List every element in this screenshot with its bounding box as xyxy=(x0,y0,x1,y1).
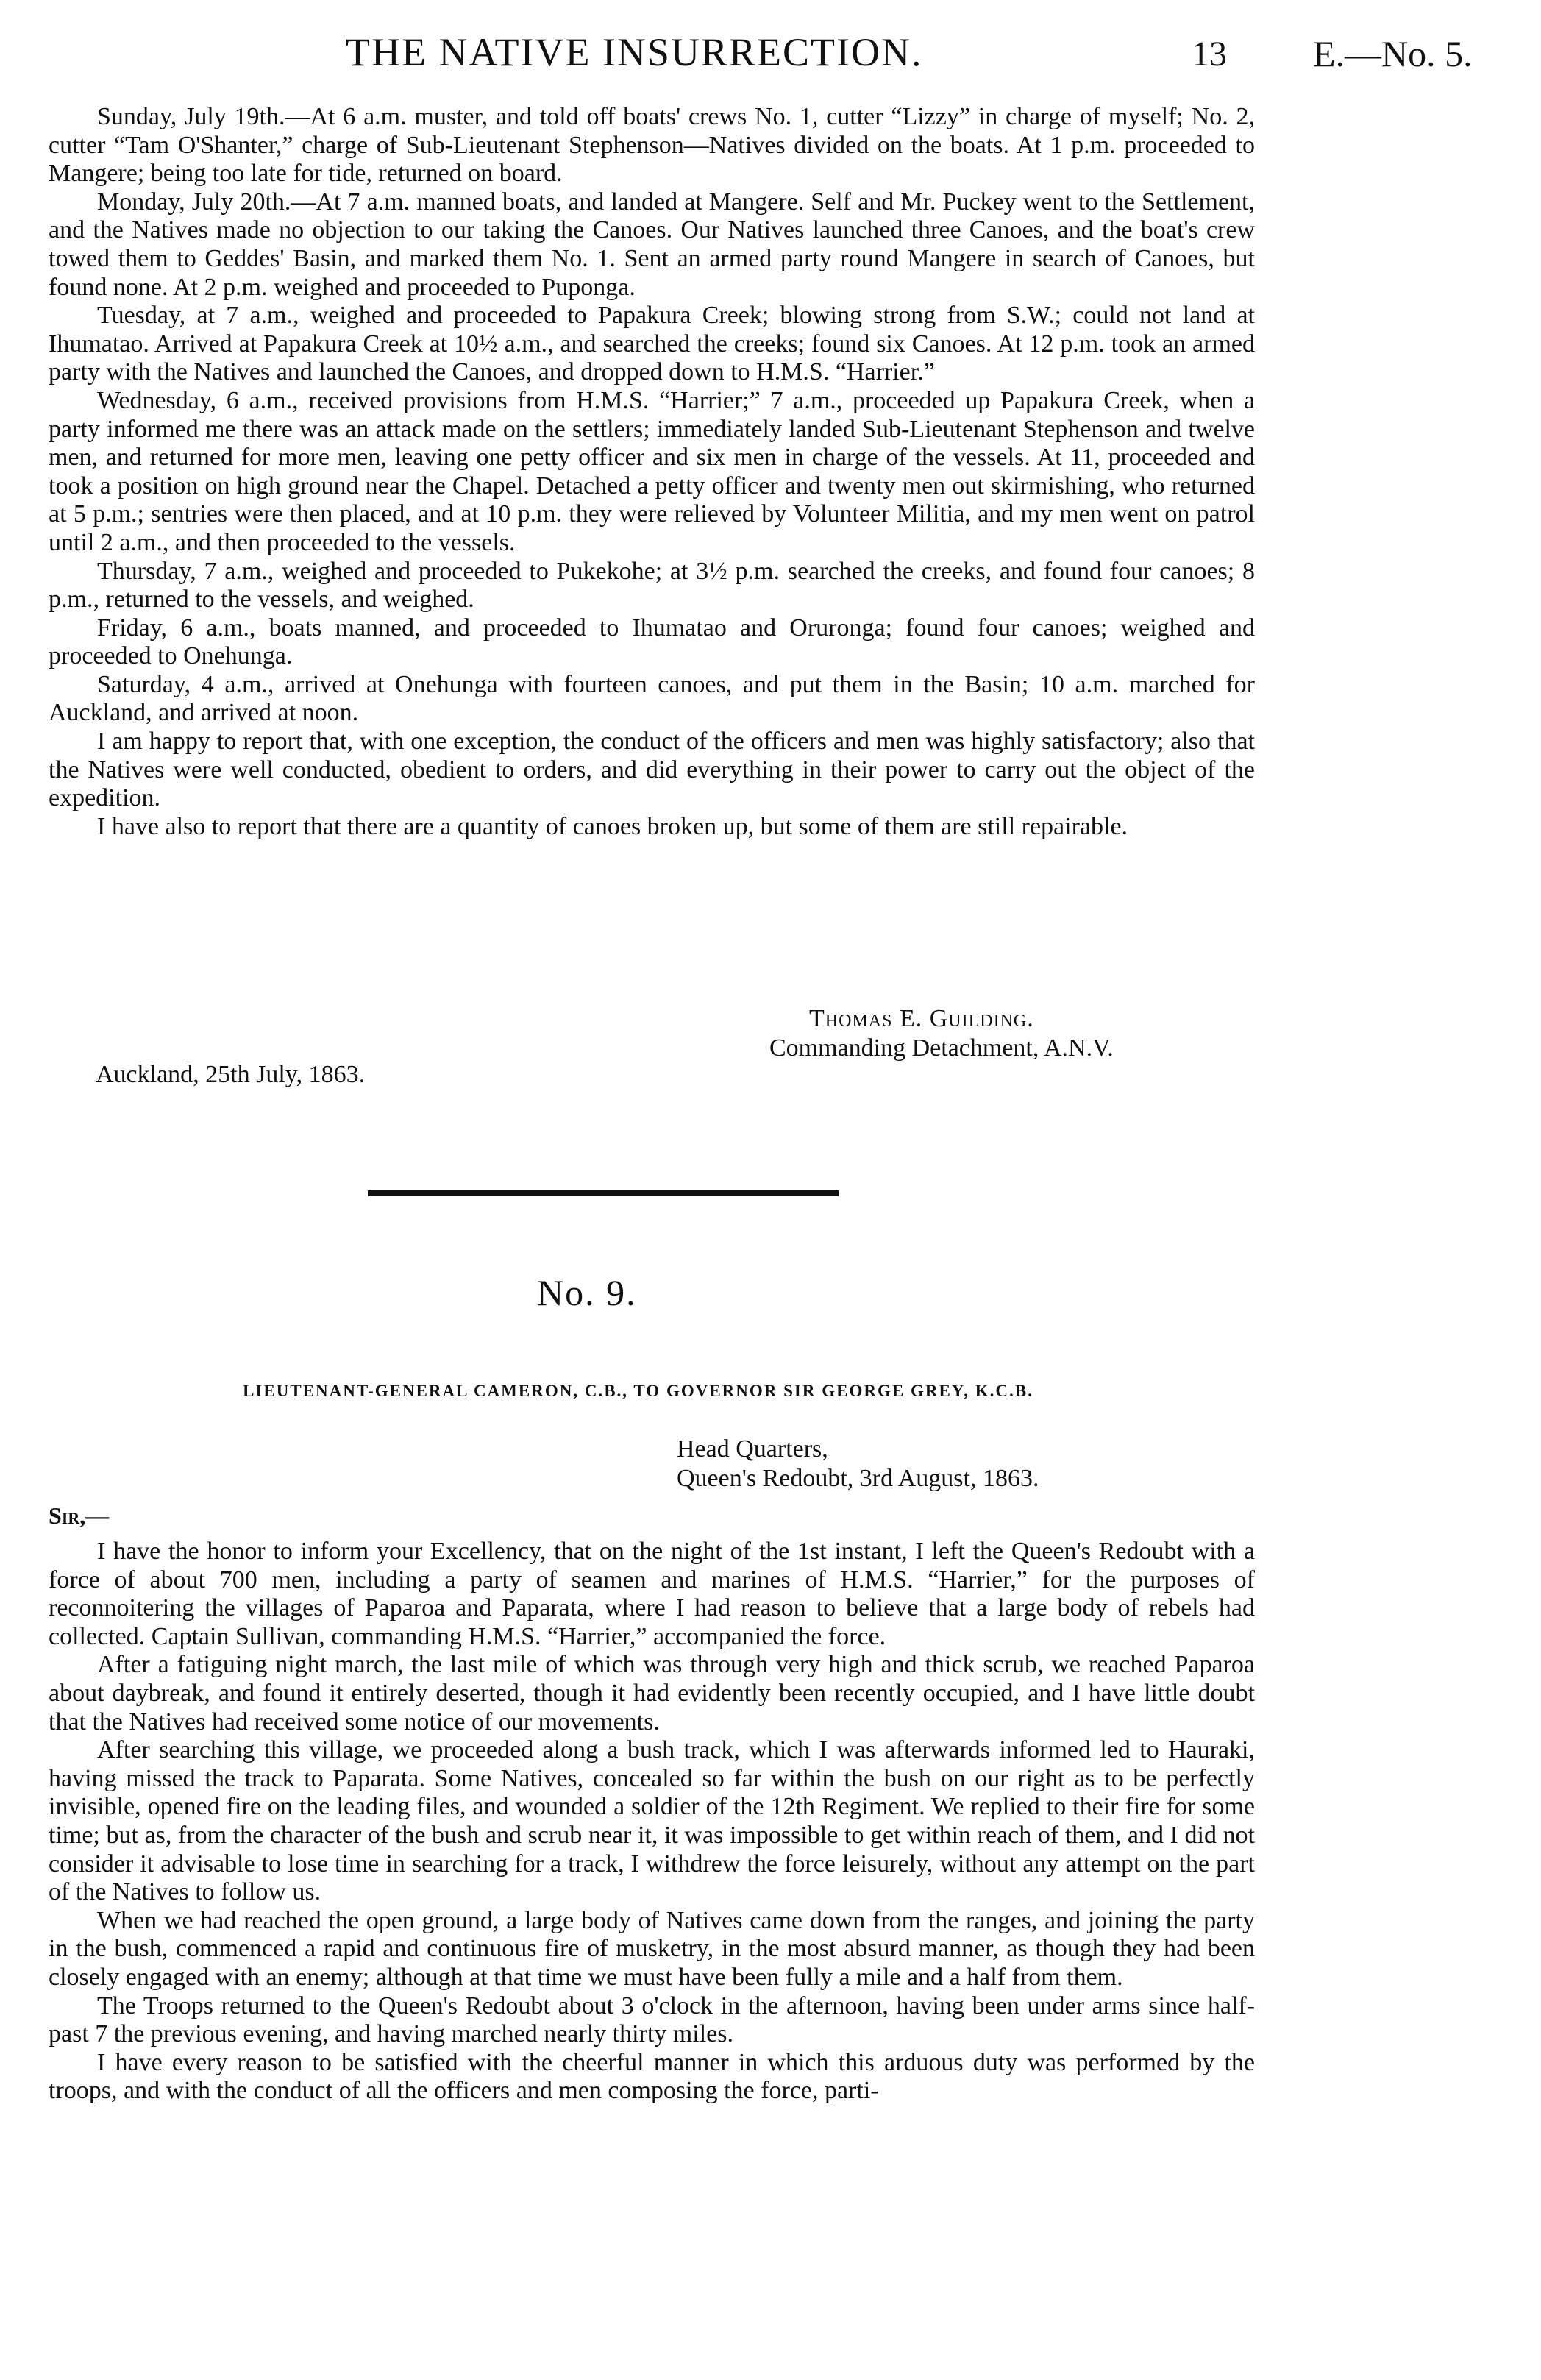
letter-paragraph: When we had reached the open ground, a large body of Natives came down from the ranges, and joining the party in the bush, commenced a rapid and continuous fire of musketry, in the most absurd manner, as though they had been closely engaged with an enemy; although at that time we must have been fully a mile and a half from them. xyxy=(49,1906,1255,1991)
signature-title: Commanding Detachment, A.N.V. xyxy=(769,1034,1114,1062)
letter-heading xyxy=(0,1382,1541,1401)
signature-name: Thomas E. Guilding. xyxy=(809,1005,1034,1032)
letter-paragraph: The Troops returned to the Queen's Redoubt about 3 o'clock in the afternoon, having been under arms since half-past 7 the previous evening, and having marched nearly thirty miles. xyxy=(49,1992,1255,2048)
page-number: 13 xyxy=(1192,35,1227,74)
letter-heading-text: LIEUTENANT-GENERAL CAMERON, C.B., TO GOVERNOR SIR GEORGE GREY, K.C.B. xyxy=(243,1382,1033,1400)
salutation: Sir,— xyxy=(49,1502,110,1529)
journal-paragraph: Tuesday, at 7 a.m., weighed and proceeded to Papakura Creek; blowing strong from S.W.; could not land at Ihumatao. Arrived at Papakura Creek at 10½ a.m., and searched the creeks; found six Canoes. At 12 p.m. took an armed party with the Natives and launched the Canoes, and dropped down to H.M.S. “Harrier.” xyxy=(49,302,1255,386)
paper-reference: E.—No. 5. xyxy=(1313,33,1473,74)
journal-paragraph: Friday, 6 a.m., boats manned, and proceeded to Ihumatao and Oruronga; found four canoes; weighed and proceeded to Onehunga. xyxy=(49,614,1255,670)
dateline: Auckland, 25th July, 1863. xyxy=(96,1061,366,1088)
letter-body xyxy=(49,1538,1255,2106)
page-title: THE NATIVE INSURRECTION. xyxy=(346,30,923,74)
journal-paragraph: Sunday, July 19th.—At 6 a.m. muster, and told off boats' crews No. 1, cutter “Lizzy” in charge of myself; No. 2, cutter “Tam O'Shanter,” charge of Sub-Lieutenant Stephenson—Natives divided on the boats. At 1 p.m. proceeded to Mangere; being too late for tide, returned on board. xyxy=(49,103,1255,188)
journal-paragraph: I have also to report that there are a quantity of canoes broken up, but some of them are still repairable. xyxy=(97,812,1128,840)
letter-paragraph: I have every reason to be satisfied with the cheerful manner in which this arduous duty was performed by the troops, and with the conduct of all the officers and men composing the force, parti- xyxy=(49,2048,1255,2105)
letter-paragraph: After a fatiguing night march, the last mile of which was through very high and thick scrub, we reached Paparoa about daybreak, and found it entirely deserted, though it had evidently been recently occupied, and I have little doubt that the Natives had received some notice of our movements. xyxy=(49,1651,1255,1736)
signature-block xyxy=(765,1004,1280,1063)
journal-paragraph: I am happy to report that, with one exception, the conduct of the officers and men was highly satisfactory; also that the Natives were well conducted, obedient to orders, and did everything in their power to carry out the object of the expedition. xyxy=(49,728,1255,812)
letter-paragraph: I have the honor to inform your Excellency, that on the night of the 1st instant, I left the Queen's Redoubt with a force of about 700 men, including a party of seamen and marines of H.M.S. “Harrier,” for the purposes of reconnoitering the villages of Paparoa and Paparata, where I had reason to believe that a large body of rebels had collected. Captain Sullivan, commanding H.M.S. “Harrier,” accompanied the force. xyxy=(49,1538,1255,1650)
letter-address xyxy=(677,1435,1039,1493)
document-number: No. 9. xyxy=(537,1272,637,1313)
letter-paragraph: After searching this village, we proceeded along a bush track, which I was afterwards informed led to Hauraki, having missed the track to Paparata. Some Natives, concealed so far within the bush on our right as to be perfectly invisible, opened fire on the leading files, and wounded a soldier of the 12th Regiment. We replied to their fire for some time; but as, from the character of the bush and scrub near it, it was impossible to get within reach of them, and I did not consider it advisable to lose time in searching for a track, I withdrew the force leisurely, without any attempt on the part of the Natives to follow us. xyxy=(49,1736,1255,1906)
address-line: Queen's Redoubt, 3rd August, 1863. xyxy=(677,1465,1039,1492)
address-line: Head Quarters, xyxy=(677,1435,828,1463)
journal-paragraph: Saturday, 4 a.m., arrived at Onehunga with fourteen canoes, and put them in the Basin; 10 a.m. marched for Auckland, and arrived at noon. xyxy=(49,670,1255,727)
section-divider xyxy=(368,1190,839,1196)
journal-paragraph: Monday, July 20th.—At 7 a.m. manned boats, and landed at Mangere. Self and Mr. Puckey went to the Settlement, and the Natives made no objection to our taking the Canoes. Our Natives launched three Canoes, and the boat's crew towed them to Geddes' Basin, and marked them No. 1. Sent an armed party round Mangere in search of Canoes, but found none. At 2 p.m. weighed and proceeded to Puponga. xyxy=(49,188,1255,301)
running-head xyxy=(0,29,1541,88)
journal-paragraph: Wednesday, 6 a.m., received provisions from H.M.S. “Harrier;” 7 a.m., proceeded up Papakura Creek, when a party informed me there was an attack made on the settlers; immediately landed Sub-Lieutenant Stephenson and twelve men, and returned for more men, leaving one petty officer and six men in charge of the vessels. At 11, proceeded and took a position on high ground near the Chapel. Detached a petty officer and twenty men out skirmishing, who returned at 5 p.m.; sentries were then placed, and at 10 p.m. they were relieved by Volunteer Militia, and my men went on patrol until 2 a.m., and then proceeded to the vessels. xyxy=(49,386,1255,556)
journal-paragraph: Thursday, 7 a.m., weighed and proceeded to Pukekohe; at 3½ p.m. searched the creeks, and found four canoes; 8 p.m., returned to the vessels, and weighed. xyxy=(49,557,1255,614)
journal-section xyxy=(49,103,1255,841)
